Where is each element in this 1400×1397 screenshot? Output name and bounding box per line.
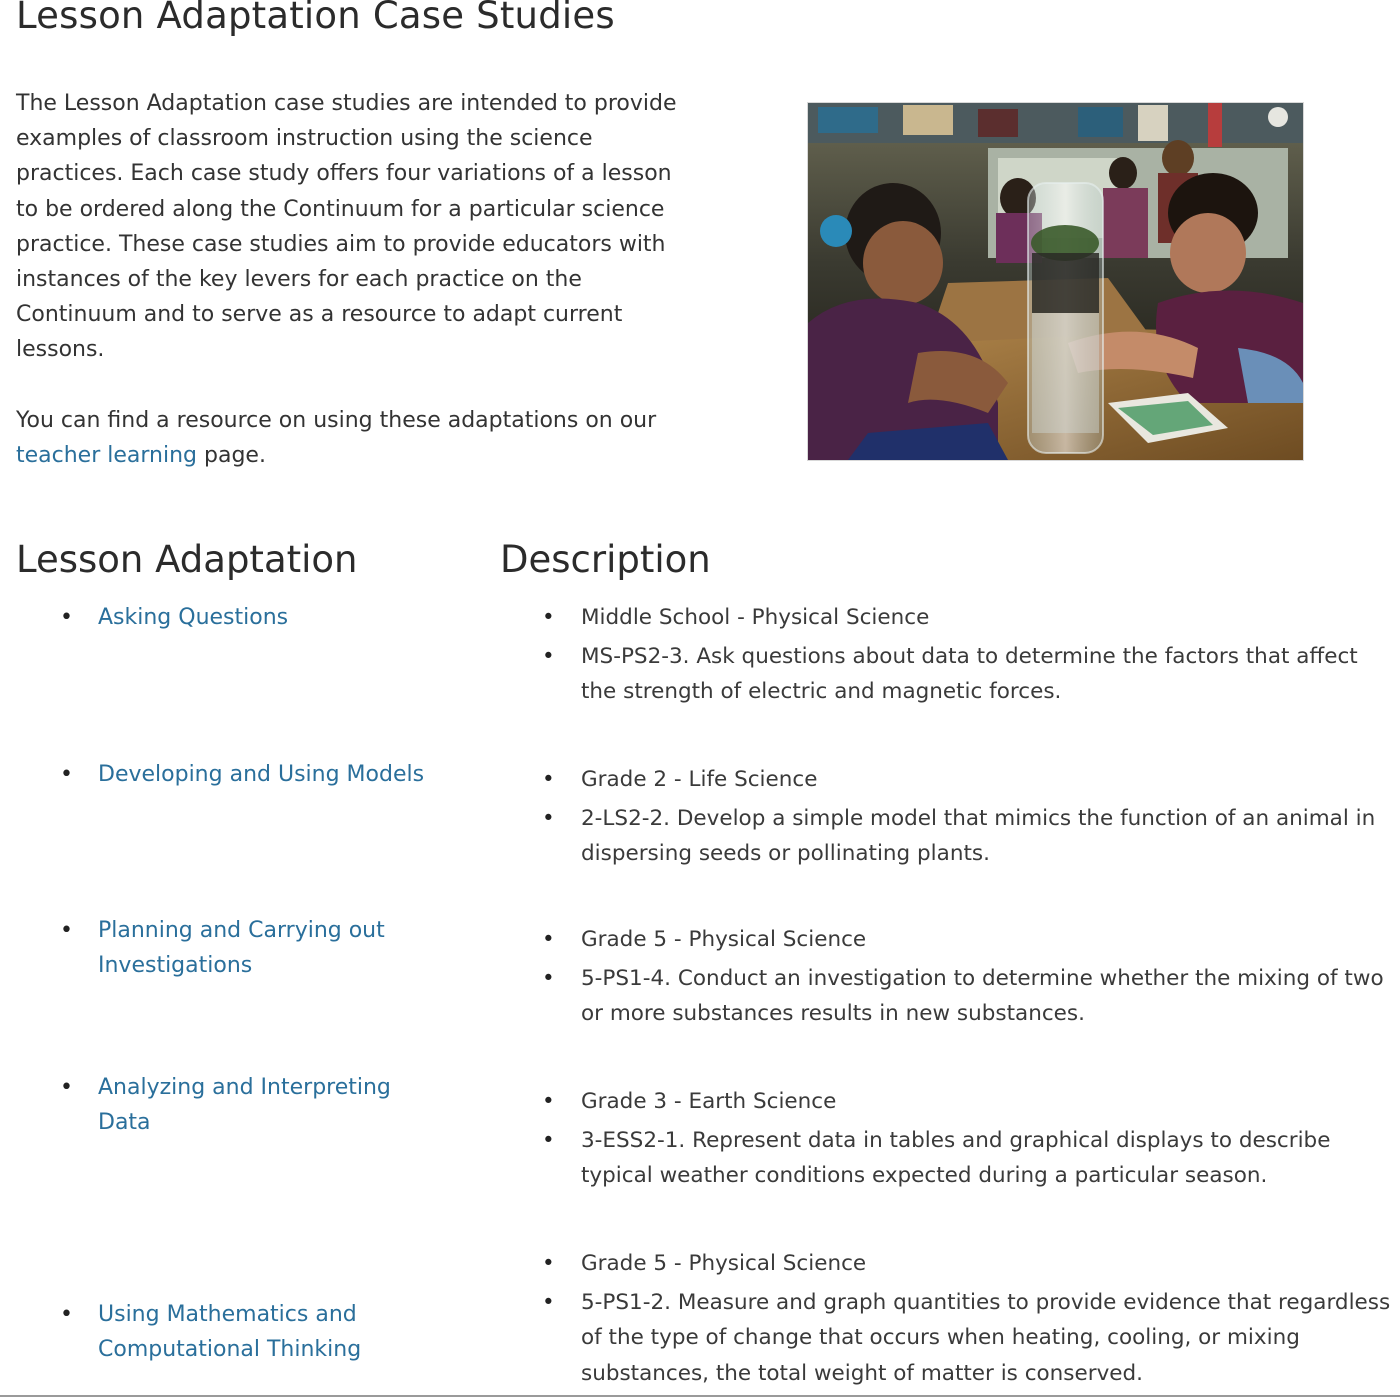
description-grade xyxy=(542,922,1392,957)
grade-text: Grade 2 - Life Science xyxy=(581,767,818,792)
adaptation-link-developing-models[interactable]: Developing and Using Models xyxy=(98,762,425,787)
bullet: • xyxy=(60,918,73,943)
adaptation-item xyxy=(60,600,440,635)
teacher-learning-link[interactable]: teacher learning xyxy=(16,442,198,468)
description-heading: Description xyxy=(500,538,711,581)
bullet: • xyxy=(542,605,555,630)
description-grade xyxy=(542,1246,1392,1281)
page-title: Lesson Adaptation Case Studies xyxy=(16,0,615,37)
description-standard xyxy=(542,961,1392,1031)
bullet: • xyxy=(542,1128,555,1154)
bullet: • xyxy=(60,605,73,630)
bullet: • xyxy=(542,806,555,832)
bullet: • xyxy=(542,767,555,792)
description-list xyxy=(542,600,1392,714)
standard-text: 3-ESS2-1. Represent data in tables and graphical displays to describe typical weather conditions expected during a particular season. xyxy=(581,1128,1331,1189)
standard-text: 5-PS1-2. Measure and graph quantities to provide evidence that regardless of the type of change that occurs when heating, cooling, or mixing substances, the total weight of matter is conserved. xyxy=(581,1290,1391,1386)
standard-text: 5-PS1-4. Conduct an investigation to determine whether the mixing of two or more substances results in new substances. xyxy=(581,966,1384,1027)
adaptation-link-planning-investigations[interactable]: Planning and Carrying out Investigations xyxy=(98,918,385,979)
adaptation-link-asking-questions[interactable]: Asking Questions xyxy=(98,605,289,630)
bullet: • xyxy=(60,762,73,787)
standard-text: MS-PS2-3. Ask questions about data to determine the factors that affect the strength of electric and magnetic forces. xyxy=(581,644,1358,705)
bullet: • xyxy=(542,1089,555,1114)
intro-resource-text: You can find a resource on using these adaptations on our xyxy=(16,407,657,433)
bullet: • xyxy=(542,1290,555,1316)
description-standard xyxy=(542,639,1392,709)
intro-resource-text-end: page. xyxy=(204,442,266,468)
grade-text: Grade 5 - Physical Science xyxy=(581,1251,867,1276)
standard-text: 2-LS2-2. Develop a simple model that mimics the function of an animal in dispersing seeds or pollinating plants. xyxy=(581,806,1376,867)
intro-text xyxy=(16,86,686,473)
classroom-photo xyxy=(807,102,1304,461)
bullet: • xyxy=(542,644,555,670)
adaptation-item xyxy=(60,757,440,792)
description-grade xyxy=(542,762,1392,797)
bullet: • xyxy=(542,966,555,992)
description-standard xyxy=(542,1123,1392,1193)
bullet: • xyxy=(542,927,555,952)
adaptation-item xyxy=(60,913,390,983)
description-list xyxy=(542,922,1392,1036)
adaptation-link-mathematics-computational[interactable]: Using Mathematics and Computational Thinking xyxy=(98,1302,362,1363)
description-list xyxy=(542,762,1392,876)
description-standard xyxy=(542,1285,1392,1391)
bullet: • xyxy=(60,1075,73,1100)
grade-text: Grade 3 - Earth Science xyxy=(581,1089,837,1114)
intro-resource-paragraph xyxy=(16,403,686,473)
adaptation-link-analyzing-data[interactable]: Analyzing and Interpreting Data xyxy=(98,1075,391,1136)
description-grade xyxy=(542,1084,1392,1119)
lesson-adaptation-heading: Lesson Adaptation xyxy=(16,538,358,581)
grade-text: Grade 5 - Physical Science xyxy=(581,927,867,952)
grade-text: Middle School - Physical Science xyxy=(581,605,930,630)
intro-paragraph: The Lesson Adaptation case studies are intended to provide examples of classroom instruction using the science practices. Each case study offers four variations of a lesson to be ordered along the Continuum for a particular science practice. These case studies aim to provide educators with instances of the key levers for each practice on the Continuum and to serve as a resource to adapt current lessons. xyxy=(16,91,677,363)
bullet: • xyxy=(542,1251,555,1276)
bullet: • xyxy=(60,1302,73,1327)
description-standard xyxy=(542,801,1392,871)
adaptation-item xyxy=(60,1070,400,1140)
description-grade xyxy=(542,600,1392,635)
description-list xyxy=(542,1084,1392,1198)
description-list xyxy=(542,1246,1392,1395)
adaptation-item xyxy=(60,1297,390,1367)
